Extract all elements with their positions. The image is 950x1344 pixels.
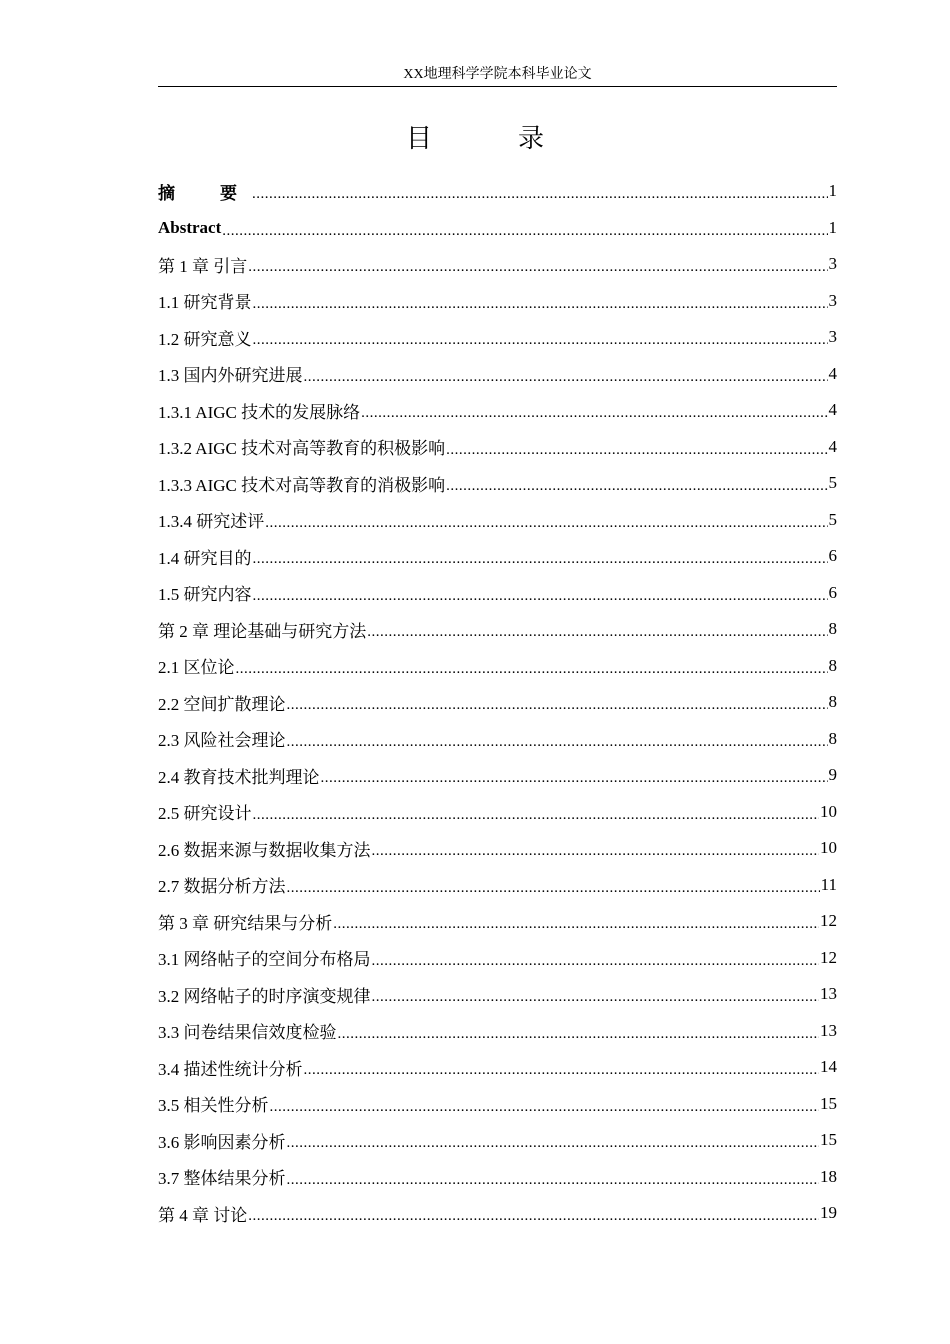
toc-entry[interactable] (158, 210, 837, 247)
toc-entry-page-number: 14 (820, 1057, 837, 1077)
toc-entry-label: 2.3 风险社会理论 (158, 731, 286, 751)
toc-entry-label: 2.5 研究设计 (158, 804, 252, 824)
toc-entry-page-number: 6 (828, 546, 837, 566)
toc-entry[interactable] (158, 830, 837, 867)
toc-entry-label: 2.4 教育技术批判理论 (158, 767, 320, 787)
toc-entry-label: 1.3.1 AIGC 技术的发展脉络 (158, 402, 361, 422)
toc-leader-dots (304, 1059, 820, 1079)
toc-entry-label: 2.7 数据分析方法 (158, 877, 286, 897)
toc-entry-page-number: 6 (828, 582, 837, 602)
toc-entry-label: 1.3.2 AIGC 技术对高等教育的积极影响 (158, 439, 446, 459)
toc-entry-page-number: 11 (820, 874, 837, 894)
toc-entry-page-number: 13 (820, 1020, 837, 1040)
toc-entry-page-number: 3 (828, 327, 837, 347)
toc-leader-dots (287, 694, 828, 714)
toc-entry[interactable] (158, 867, 837, 904)
toc-leader-dots (446, 475, 827, 495)
toc-entry-page-number: 10 (820, 801, 837, 821)
toc-entry[interactable] (158, 538, 837, 575)
toc-entry-page-number: 1 (828, 217, 837, 237)
header-rule (158, 86, 837, 87)
toc-leader-dots (287, 731, 828, 751)
toc-entry-label: 3.5 相关性分析 (158, 1096, 269, 1116)
toc-entry[interactable] (158, 757, 837, 794)
toc-leader-dots (287, 877, 820, 897)
toc-leader-dots (270, 1096, 820, 1116)
toc-entry[interactable] (158, 611, 837, 648)
toc-entry-label: 2.6 数据来源与数据收集方法 (158, 840, 371, 860)
toc-entry[interactable] (158, 1159, 837, 1196)
toc-entry-label: 2.2 空间扩散理论 (158, 694, 286, 714)
toc-leader-dots (333, 913, 819, 933)
toc-leader-dots (253, 293, 828, 313)
toc-entry[interactable] (158, 173, 837, 210)
toc-entry-page-number: 1 (828, 181, 837, 201)
toc-entry-page-number: 10 (820, 838, 837, 858)
toc-entry[interactable] (158, 502, 837, 539)
toc-entry-page-number: 4 (828, 400, 837, 420)
toc-entry[interactable] (158, 1195, 837, 1232)
toc-entry-label: Abstract (158, 217, 222, 237)
toc-leader-dots (248, 1205, 819, 1225)
toc-entry[interactable] (158, 684, 837, 721)
toc-leader-dots (372, 950, 820, 970)
toc-entry-page-number: 4 (828, 363, 837, 383)
toc-leader-dots (248, 256, 827, 276)
toc-entry-label: 第 2 章 理论基础与研究方法 (158, 621, 367, 641)
toc-entry[interactable] (158, 1086, 837, 1123)
table-of-contents (158, 173, 837, 1232)
toc-entry-label: 摘 要 (158, 183, 251, 203)
toc-leader-dots (287, 1132, 820, 1152)
toc-entry[interactable] (158, 429, 837, 466)
toc-leader-dots (253, 585, 828, 605)
toc-entry[interactable] (158, 976, 837, 1013)
toc-entry-label: 1.3.4 研究述评 (158, 512, 265, 532)
toc-entry-page-number: 18 (820, 1166, 837, 1186)
toc-entry-page-number: 8 (828, 692, 837, 712)
toc-entry-label: 3.7 整体结果分析 (158, 1169, 286, 1189)
toc-leader-dots (287, 1169, 820, 1189)
toc-entry[interactable] (158, 903, 837, 940)
toc-entry-page-number: 8 (828, 655, 837, 675)
toc-entry[interactable] (158, 575, 837, 612)
toc-entry-label: 1.4 研究目的 (158, 548, 252, 568)
toc-entry-page-number: 15 (820, 1130, 837, 1150)
toc-leader-dots (265, 512, 827, 532)
toc-leader-dots (446, 439, 827, 459)
toc-entry-label: 2.1 区位论 (158, 658, 235, 678)
toc-entry[interactable] (158, 648, 837, 685)
toc-entry[interactable] (158, 356, 837, 393)
toc-leader-dots (361, 402, 827, 422)
toc-entry-label: 3.6 影响因素分析 (158, 1132, 286, 1152)
toc-entry-page-number: 5 (828, 509, 837, 529)
toc-entry[interactable] (158, 392, 837, 429)
toc-entry-label: 第 3 章 研究结果与分析 (158, 913, 333, 933)
toc-leader-dots (253, 329, 828, 349)
toc-entry-label: 1.2 研究意义 (158, 329, 252, 349)
toc-entry-label: 1.3 国内外研究进展 (158, 366, 303, 386)
toc-entry-label: 3.3 问卷结果信效度检验 (158, 1023, 337, 1043)
toc-entry-label: 3.1 网络帖子的空间分布格局 (158, 950, 371, 970)
toc-entry-page-number: 12 (820, 947, 837, 967)
toc-entry-label: 1.3.3 AIGC 技术对高等教育的消极影响 (158, 475, 446, 495)
toc-entry-page-number: 5 (828, 473, 837, 493)
toc-entry-label: 1.1 研究背景 (158, 293, 252, 313)
toc-entry-label: 第 1 章 引言 (158, 256, 248, 276)
toc-leader-dots (253, 804, 820, 824)
toc-entry[interactable] (158, 319, 837, 356)
toc-entry-page-number: 3 (828, 290, 837, 310)
toc-entry-page-number: 15 (820, 1093, 837, 1113)
toc-entry[interactable] (158, 1122, 837, 1159)
toc-entry-page-number: 13 (820, 984, 837, 1004)
toc-leader-dots (304, 366, 828, 386)
toc-entry[interactable] (158, 794, 837, 831)
toc-entry[interactable] (158, 940, 837, 977)
toc-entry-page-number: 8 (828, 728, 837, 748)
toc-leader-dots (236, 658, 828, 678)
toc-entry-label: 3.2 网络帖子的时序演变规律 (158, 986, 371, 1006)
toc-leader-dots (253, 548, 828, 568)
toc-leader-dots (222, 220, 827, 240)
toc-entry[interactable] (158, 246, 837, 283)
toc-leader-dots (321, 767, 828, 787)
toc-entry[interactable] (158, 283, 837, 320)
toc-entry[interactable] (158, 1013, 837, 1050)
toc-leader-dots (372, 840, 820, 860)
toc-entry[interactable] (158, 465, 837, 502)
toc-leader-dots (338, 1023, 820, 1043)
toc-entry-page-number: 3 (828, 254, 837, 274)
toc-entry-page-number: 9 (828, 765, 837, 785)
toc-entry-label: 3.4 描述性统计分析 (158, 1059, 303, 1079)
toc-title: 目 录 (405, 124, 574, 153)
toc-entry-page-number: 12 (820, 911, 837, 931)
toc-entry-label: 第 4 章 讨论 (158, 1205, 248, 1225)
toc-entry-page-number: 8 (828, 619, 837, 639)
toc-entry-label: 1.5 研究内容 (158, 585, 252, 605)
running-header: XX地理科学学院本科毕业论文 (403, 67, 592, 82)
toc-leader-dots (252, 183, 828, 203)
toc-entry-page-number: 19 (820, 1203, 837, 1223)
toc-entry[interactable] (158, 721, 837, 758)
toc-leader-dots (367, 621, 827, 641)
toc-entry[interactable] (158, 1049, 837, 1086)
toc-leader-dots (372, 986, 820, 1006)
toc-entry-page-number: 4 (828, 436, 837, 456)
